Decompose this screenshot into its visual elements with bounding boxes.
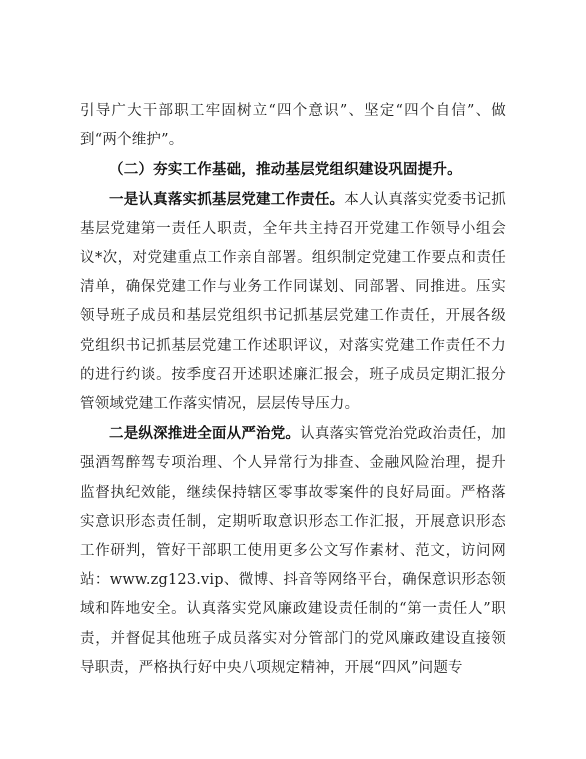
- continuation-paragraph: [80, 97, 506, 155]
- paragraph-2-lead: 二是纵深推进全面从严治党。: [109, 425, 301, 443]
- paragraph-1-lead: 一是认真落实抓基层党建工作责任。: [109, 190, 345, 208]
- section-heading: （二）夯实工作基础，推动基层党组织建设巩固提升。: [109, 161, 462, 179]
- continuation-text: 引导广大干部职工牢固树立“四个意识”、坚定“四个自信”、做到“两个维护”。: [80, 103, 506, 149]
- paragraph-2: [80, 419, 506, 683]
- paragraph-2-body: 认真落实管党治党政治责任，加强酒驾醉驾专项治理、个人异常行为排查、金融风险治理，提升监督执纪效能，继续保持辖区零事故零案件的良好局面。严格落实意识形态责任制，定期听取意识形态工作汇报，开展意识形态工作研判，管好干部职工使用更多公文写作素材、范文，访问网站：www.zg123.vip、微博、抖音等网络平台，确保意识形态领域和阵地安全。认真落实党风廉政建设责任制的“第一责任人”职责，并督促其他班子成员落实对分管部门的党风廉政建设直接领导职责，严格执行好中央八项规定精神，开展“四风”问题专: [80, 426, 506, 676]
- paragraph-1-body: 本人认真落实党委书记抓基层党建第一责任人职责，全年共主持召开党建工作领导小组会议*次，对党建重点工作亲自部署。组织制定党建工作要点和责任清单，确保党建工作与业务工作同谋划、同部署、同推进。压实领导班子成员和基层党组织书记抓基层党建工作责任，开展各级党组织书记抓基层党建工作述职评议，对落实党建工作责任不力的进行约谈。按季度召开述职述廉汇报会，班子成员定期汇报分管领域党建工作落实情况，层层传导压力。: [80, 191, 507, 413]
- document-body: [80, 97, 506, 683]
- paragraph-1: [80, 185, 506, 420]
